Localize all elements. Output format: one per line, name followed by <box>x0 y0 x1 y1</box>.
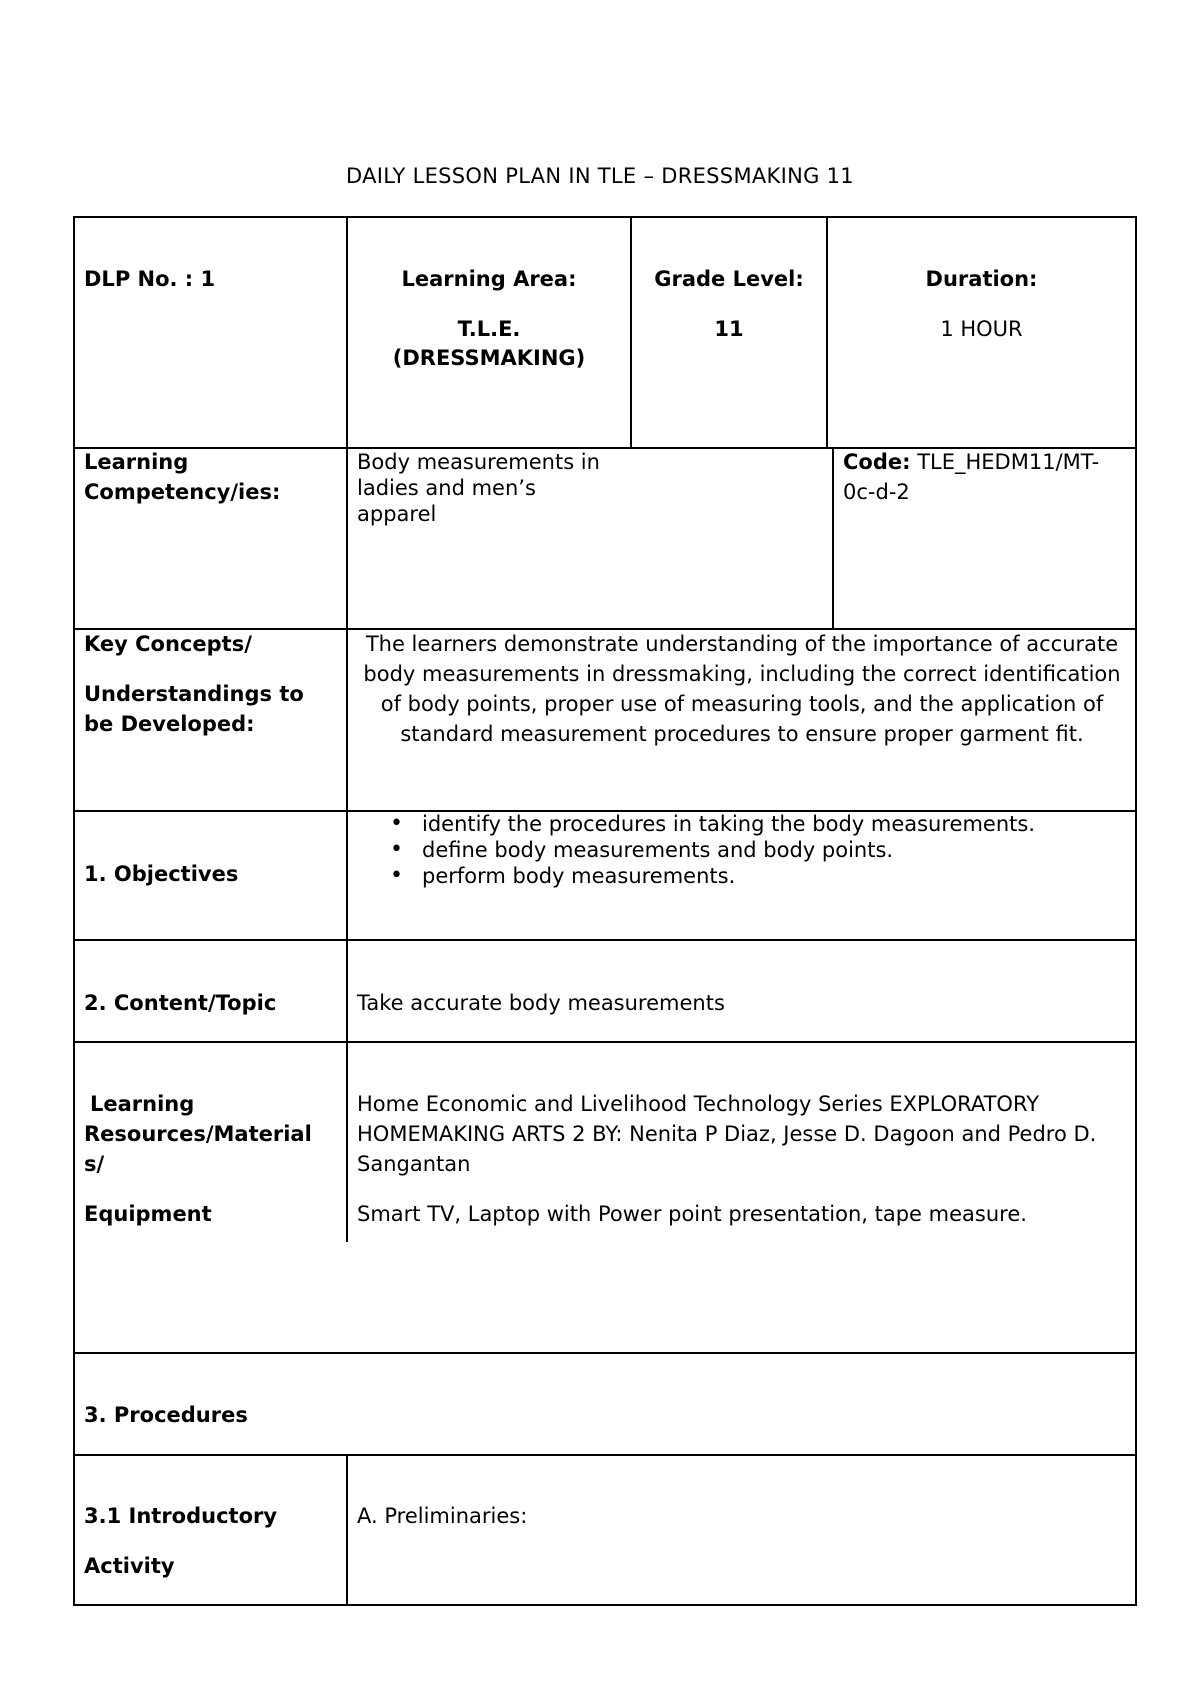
learning-area <box>348 265 630 373</box>
code-value: TLE_HEDM11/MT- <box>910 450 1100 474</box>
list-item: • define body measurements and body points. <box>348 837 1135 863</box>
key-concepts-label: Key Concepts/ Understandings to be Developed: <box>84 632 304 736</box>
duration-value: 1 HOUR <box>940 317 1023 342</box>
content-value: Take accurate body measurements <box>357 991 725 1015</box>
learning-area-value-2: (DRESSMAKING) <box>392 346 586 371</box>
objectives-label: 1. Objectives <box>84 862 239 886</box>
procedures-label: 3. Procedures <box>84 1403 248 1427</box>
learning-area-value: T.L.E. <box>457 317 521 342</box>
list-item: • identify the procedures in taking the body measurements. <box>348 811 1135 837</box>
document-title: DAILY LESSON PLAN IN TLE – DRESSMAKING 11 <box>346 164 854 188</box>
competency-value: Body measurements in ladies and men’s apparel <box>357 450 600 526</box>
resources-value: Home Economic and Livelihood Technology Series EXPLORATORY HOMEMAKING ARTS 2 BY: Nenita P Diaz, Jesse D. Dagoon and Pedro D. Sangantan Smart TV, Laptop with Power point presentation, tape measure. <box>357 1092 1097 1226</box>
duration <box>828 265 1135 345</box>
grade-level <box>632 265 826 345</box>
dlp-number: DLP No. : 1 <box>84 267 216 291</box>
learning-area-label: Learning Area: <box>401 267 577 291</box>
code-value-2: 0c-d-2 <box>843 480 910 504</box>
grade-level-value: 11 <box>714 317 744 342</box>
code-label: Code: <box>843 450 911 474</box>
key-concepts-text: The learners demonstrate understanding of the importance of accurate body measurements in dressmaking, including the correct identification of body points, proper use of measuring tools, and the application of standard measurement procedures to ensure proper garment fit. <box>363 632 1121 746</box>
grade-level-label: Grade Level: <box>654 267 804 291</box>
list-item: • perform body measurements. <box>348 863 1135 889</box>
objectives-list <box>348 811 1135 889</box>
introductory-value: A. Preliminaries: <box>357 1504 528 1528</box>
content-label: 2. Content/Topic <box>84 991 277 1015</box>
introductory-label: 3.1 Introductory Activity <box>84 1504 278 1579</box>
competency-label: Learning Competency/ies: <box>84 450 281 504</box>
competency-code <box>843 447 1099 507</box>
resources-label: Learning Resources/Material s/ Equipment <box>84 1092 312 1226</box>
duration-label: Duration: <box>925 267 1038 291</box>
